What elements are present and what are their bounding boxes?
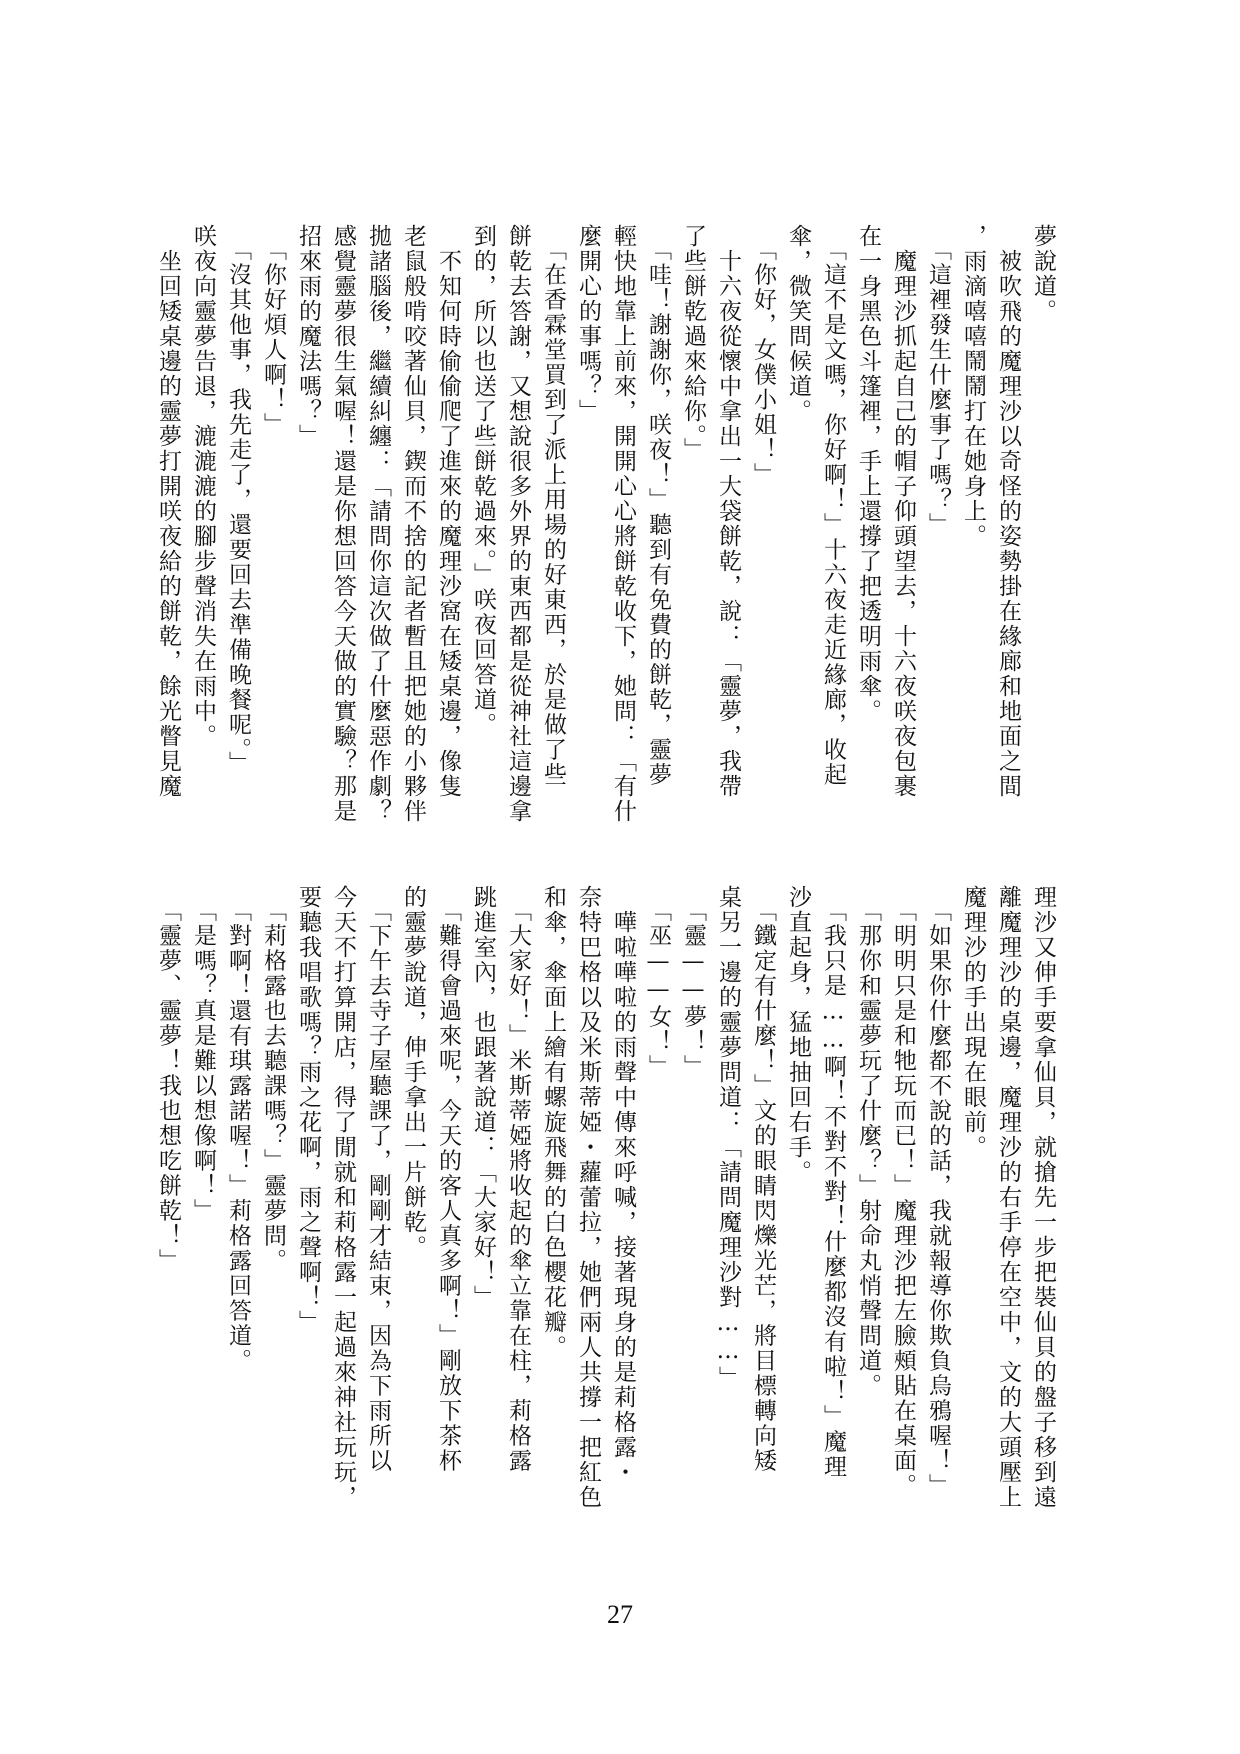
text-line: 了些餅乾過來給你。」 [680,224,706,463]
text-line: 老鼠般啃咬著仙貝，鍥而不捨的記者暫且把她的小夥伴 [400,224,426,824]
text-line: 「你好煩人啊！」 [260,224,286,438]
text-line: 跳進室內，也跟著說道：「大家好！」 [470,885,496,1310]
text-line: 要聽我唱歌嗎？雨之花啊，雨之聲啊！」 [295,885,321,1335]
text-line: 理沙又伸手要拿仙貝，就搶先一步把裝仙貝的盤子移到遠 [1030,885,1056,1510]
text-line: 「沒其他事，我先走了，還要回去準備晚餐呢。」 [225,224,251,776]
text-line: 和傘，傘面上繪有螺旋飛舞的白色櫻花瓣。 [540,885,566,1360]
text-line: 餅乾去答謝，又想說很多外界的東西都是從神社這邊拿 [505,224,531,824]
text-line: 「如果你什麼都不說的話，我就報導你欺負烏鴉喔！」 [925,885,951,1499]
text-line: 「對啊！還有琪露諾喔！」莉格露回答道。 [225,885,251,1374]
text-line: 夢說道。 [1030,224,1056,324]
text-line: 魔理沙的手出現在眼前。 [960,885,986,1160]
text-line: 「我只是……啊！不對不對！什麼都沒有啦！」魔理 [820,885,846,1480]
text-line: 輕快地靠上前來，開開心心將餅乾收下，她問：「有什 [610,224,636,824]
text-line: 咲夜向靈夢告退，漉漉漉的腳步聲消失在雨中。 [190,224,216,749]
page-number: 27 [607,1600,633,1629]
text-line: 「靈夢、靈夢！我也想吃餅乾！」 [155,885,181,1274]
text-line: 坐回矮桌邊的靈夢打開咲夜給的餅乾，餘光瞥見魔 [155,224,181,799]
text-line: 今天不打算開店，得了閒就和莉格露一起過來神社玩玩， [330,885,356,1510]
text-line: 「大家好！」米斯蒂婭將收起的傘立靠在柱，莉格露 [505,885,531,1474]
text-line: 到的，所以也送了些餅乾過來。」咲夜回答道。 [470,224,496,738]
text-line: 離魔理沙的桌邊，魔理沙的右手停在空中，文的大頭壓上 [995,885,1021,1510]
text-line: 「是嗎？真是難以想像啊！」 [190,885,216,1224]
text-line: 「這不是文嗎，你好啊！」十六夜走近緣廊，收起 [820,224,846,788]
text-line: 招來雨的魔法嗎？」 [295,224,321,449]
text-line: 拋諸腦後，繼續糾纏：「請問你這次做了什麼惡作劇？ [365,224,391,824]
text-line: 「這裡發生什麼事了嗎？」 [925,224,951,538]
text-line: 「巫——女！」 [645,885,671,1080]
text-block-upper [155,224,1060,844]
text-line: 奈特巴格以及米斯蒂婭・蘿蕾拉，她們兩人共撐一把紅色 [575,885,601,1510]
text-line: 「下午去寺子屋聽課了，剛剛才結束，因為下雨所以 [365,885,391,1474]
text-line: 嘩啦嘩啦的雨聲中傳來呼喊，接著現身的是莉格露・ [610,885,636,1485]
text-line: 桌另一邊的靈夢問道：「請問魔理沙對……」 [715,885,741,1391]
text-line: 「哇！謝謝你，咲夜！」聽到有免費的餅乾，靈夢 [645,224,671,788]
text-line: 「在香霖堂買到了派上用場的好東西，於是做了些 [540,224,566,788]
text-line: 「難得會過來呢，今天的客人真多啊！」剛放下茶杯 [435,885,461,1474]
text-line: 傘，微笑問候道。 [785,224,811,424]
text-line: 感覺靈夢很生氣喔！還是你想回答今天做的實驗？那是 [330,224,356,824]
text-line: 「靈——夢！」 [680,885,706,1080]
text-line: 不知何時偷偷爬了進來的魔理沙窩在矮桌邊，像隻 [435,224,461,799]
text-line: 「你好，女僕小姐！」 [750,224,776,488]
text-line: 魔理沙抓起自己的帽子仰頭望去，十六夜咲夜包裹 [890,224,916,799]
text-line: 「莉格露也去聽課嗎？」靈夢問。 [260,885,286,1274]
text-line: ，雨滴嘻嘻鬧鬧打在她身上。 [960,224,986,549]
text-line: 十六夜從懷中拿出一大袋餅乾，說：「靈夢，我帶 [715,224,741,799]
text-line: 「明明只是和牠玩而已！」魔理沙把左臉頰貼在桌面。 [890,885,916,1499]
text-line: 被吹飛的魔理沙以奇怪的姿勢掛在緣廊和地面之間 [995,224,1021,799]
text-line: 在一身黑色斗篷裡，手上還撐了把透明雨傘。 [855,224,881,724]
text-block-lower [155,885,1060,1535]
text-line: 「鐵定有什麼！」文的眼睛閃爍光芒，將目標轉向矮 [750,885,776,1474]
text-line: 的靈夢說道，伸手拿出一片餅乾。 [400,885,426,1260]
text-line: 沙直起身，猛地抽回右手。 [785,885,811,1185]
text-line: 麼開心的事嗎？」 [575,224,601,424]
text-line: 「那你和靈夢玩了什麼？」射命丸悄聲問道。 [855,885,881,1399]
